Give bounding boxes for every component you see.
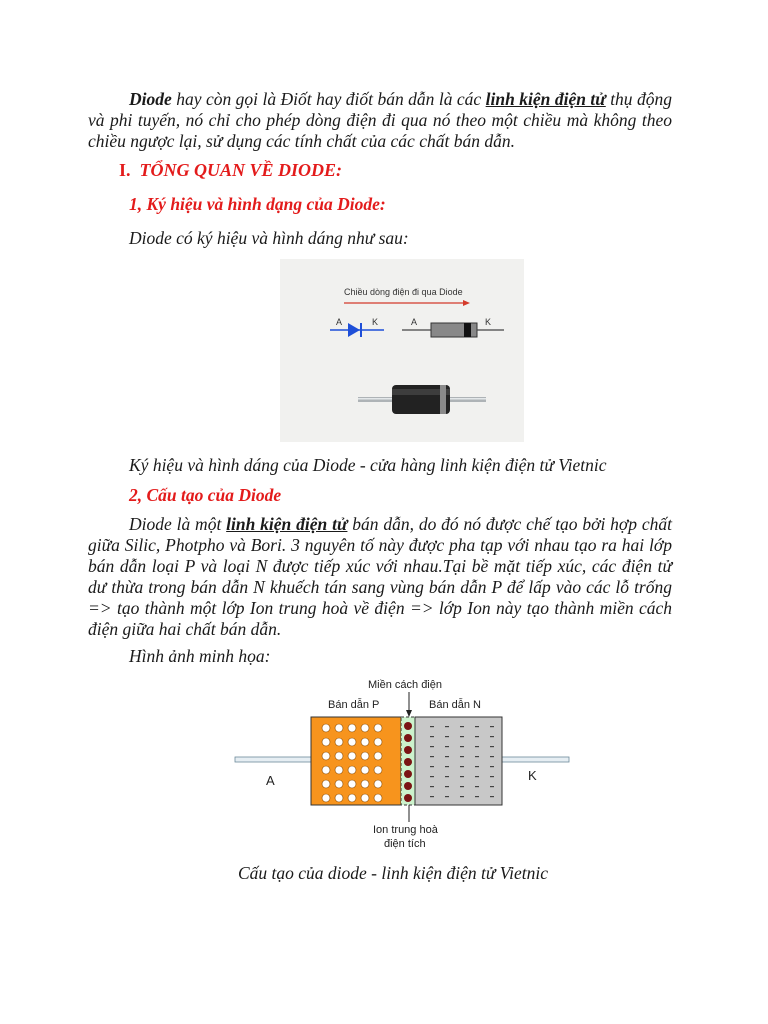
p-region-label: Bán dẫn P <box>328 699 380 711</box>
electron-dash <box>430 766 434 767</box>
neutral-ion-label: Ion trung hoà <box>373 824 438 836</box>
hole-dot <box>361 766 369 774</box>
subsection-1-title: 1, Ký hiệu và hình dạng của Diode: <box>129 194 386 214</box>
cathode-lead <box>502 757 569 762</box>
electron-dash <box>430 786 434 787</box>
hole-dot <box>348 766 356 774</box>
intro-term: Diode <box>129 89 172 109</box>
diode-structure-svg <box>232 672 572 852</box>
hole-dot <box>348 794 356 802</box>
hole-dot <box>348 780 356 788</box>
ion-dot <box>404 734 412 742</box>
diode-photo <box>358 385 486 414</box>
insulation-zone-label: Miền cách điện <box>368 679 442 691</box>
electron-dash <box>460 746 464 747</box>
electron-dash <box>460 766 464 767</box>
electron-dash <box>430 796 434 797</box>
electron-dash <box>445 736 449 737</box>
electron-dash <box>490 726 494 727</box>
ion-dot <box>404 722 412 730</box>
hole-dot <box>348 752 356 760</box>
intro-text-1: hay còn gọi là Điốt hay điốt bán dẫn là các <box>171 89 486 109</box>
hole-dot <box>361 738 369 746</box>
electron-dash <box>490 746 494 747</box>
structure-text-2: bán dẫn, do đó nó được chế tạo bởi hợp chất giữa Silic, Photpho và Bori. 3 nguyên tố này được pha tạp với nhau tạo ra hai lớp bán dẫn loại P và loại N được tiếp xúc với nhau.Tại bề mặt tiếp xúc, các điện tử dư thừa trong bán dẫn N khuếch tán sang vùng bán dẫn P để lấp vào các lỗ trống => tạo thành một lớp Ion trung hoà về điện => lớp Ion này tạo thành miền cách điện giữa hai chất bán dẫn. <box>88 514 672 639</box>
electron-dash <box>490 796 494 797</box>
hole-dot <box>348 738 356 746</box>
ion-dot <box>404 758 412 766</box>
n-region-label: Bán dẫn N <box>429 699 481 711</box>
structure-text-1: Diode là một <box>129 514 227 534</box>
electron-dash <box>475 766 479 767</box>
figure-2-caption: Cấu tạo của diode - linh kiện điện tử Vietnic <box>238 863 549 883</box>
hole-dot <box>374 738 382 746</box>
electron-dash <box>445 726 449 727</box>
ion-dot <box>404 782 412 790</box>
body-anode-label: A <box>411 317 418 327</box>
electron-dash <box>490 776 494 777</box>
hole-dot <box>374 780 382 788</box>
electron-dash <box>475 756 479 757</box>
hole-dot <box>361 794 369 802</box>
electron-dash <box>475 736 479 737</box>
arrow-head-icon <box>463 300 470 306</box>
diode-figure-svg <box>280 259 524 442</box>
electron-dash <box>460 776 464 777</box>
electron-dash <box>445 756 449 757</box>
charge-label: điện tích <box>384 838 426 850</box>
symbol-anode-label: A <box>336 317 343 327</box>
electron-dash <box>445 786 449 787</box>
hole-dot <box>322 724 330 732</box>
hole-dot <box>374 724 382 732</box>
hole-dot <box>348 724 356 732</box>
electron-dash <box>490 736 494 737</box>
intro-link[interactable]: linh kiện điện tử <box>485 89 606 109</box>
hole-dot <box>361 724 369 732</box>
structure-link[interactable]: linh kiện điện tử <box>226 514 348 534</box>
ion-dot <box>404 746 412 754</box>
electron-dash <box>475 786 479 787</box>
illustration-label: Hình ảnh minh họa: <box>129 646 271 666</box>
intro-paragraph <box>88 89 672 152</box>
subsection-1-text: Diode có ký hiệu và hình dáng như sau: <box>129 228 409 248</box>
electron-dash <box>445 776 449 777</box>
electron-dash <box>460 736 464 737</box>
hole-dot <box>335 724 343 732</box>
ion-dot <box>404 794 412 802</box>
symbol-cathode-label: K <box>372 317 379 327</box>
n-region <box>415 717 502 805</box>
intro-text-2: thụ động và phi tuyến, nó chỉ cho phép dòng điện đi qua nó theo một chiều mà không theo chiều ngược lại, sử dụng các tính chất của các chất bán dẫn. <box>88 89 673 151</box>
structure-paragraph <box>88 514 672 640</box>
electron-dash <box>490 756 494 757</box>
electron-dash <box>475 746 479 747</box>
current-direction-label: Chiều dòng điện đi qua Diode <box>344 287 463 297</box>
hole-dot <box>322 780 330 788</box>
hole-dot <box>374 794 382 802</box>
top-pointer-icon <box>406 710 412 717</box>
diode-structure-figure <box>232 672 572 852</box>
hole-dot <box>374 766 382 774</box>
hole-dot <box>335 738 343 746</box>
electron-dash <box>490 766 494 767</box>
hole-dot <box>361 752 369 760</box>
electron-dash <box>460 796 464 797</box>
electron-dash <box>445 746 449 747</box>
section-number: I. <box>119 160 131 180</box>
electron-dash <box>475 776 479 777</box>
subsection-2-title: 2, Cấu tạo của Diode <box>129 485 282 505</box>
hole-dot <box>335 752 343 760</box>
hole-dot <box>374 752 382 760</box>
hole-dot <box>322 794 330 802</box>
ion-dot <box>404 770 412 778</box>
body-cathode-label: K <box>485 317 492 327</box>
electron-dash <box>430 736 434 737</box>
hole-dot <box>322 738 330 746</box>
electron-dash <box>430 756 434 757</box>
electron-dash <box>445 796 449 797</box>
hole-dot <box>322 766 330 774</box>
hole-dot <box>335 766 343 774</box>
hole-dot <box>335 794 343 802</box>
electron-dash <box>475 796 479 797</box>
hole-dot <box>322 752 330 760</box>
cathode-label: K <box>528 768 537 783</box>
hole-dot <box>335 780 343 788</box>
electron-dash <box>460 786 464 787</box>
anode-lead <box>235 757 311 762</box>
anode-label: A <box>266 773 275 788</box>
electron-dash <box>475 726 479 727</box>
electron-dash <box>430 776 434 777</box>
electron-dash <box>445 766 449 767</box>
section-heading <box>119 160 342 181</box>
electron-dash <box>460 726 464 727</box>
diode-figure <box>280 259 524 442</box>
figure-1-caption: Ký hiệu và hình dáng của Diode - cửa hàng linh kiện điện tử Vietnic <box>129 455 607 475</box>
hole-dot <box>361 780 369 788</box>
electron-dash <box>430 746 434 747</box>
section-title: TỔNG QUAN VỀ DIODE: <box>139 160 343 180</box>
electron-dash <box>490 786 494 787</box>
electron-dash <box>430 726 434 727</box>
electron-dash <box>460 756 464 757</box>
